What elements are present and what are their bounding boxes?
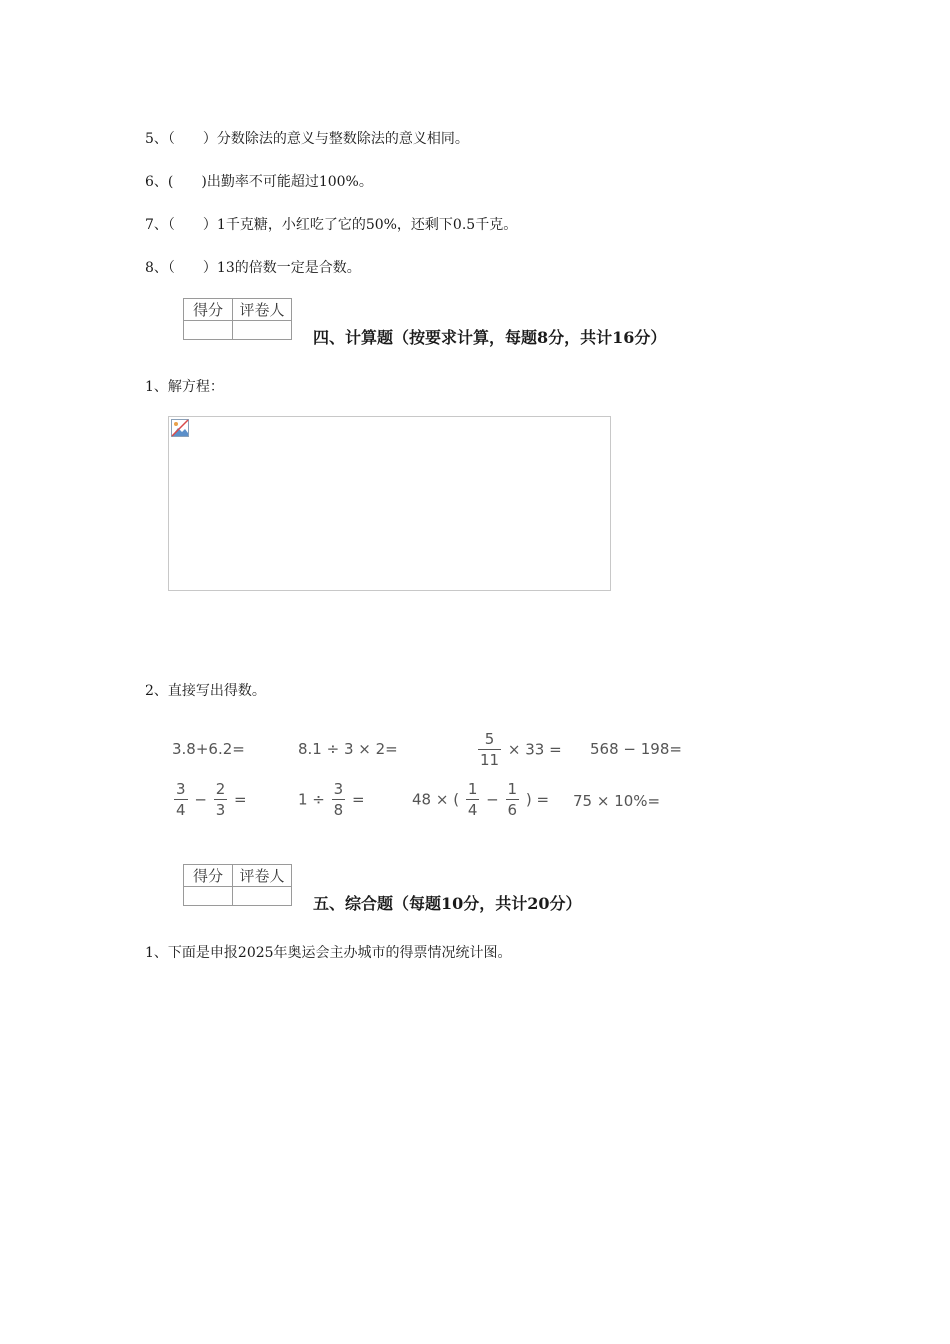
math-expr-1: 3.8+6.2=	[172, 740, 245, 758]
section-five-title: 五、综合题（每题10分，共计20分）	[313, 894, 582, 913]
judgment-question-6: 6、( )出勤率不可能超过100%。	[145, 174, 373, 190]
math-expr-6: 1 ÷ $\frac{3}{8}$ =	[298, 780, 365, 819]
equation-image-placeholder	[168, 416, 611, 591]
judgment-question-7: 7、（ ）1千克糖，小红吃了它的50%，还剩下0.5千克。	[145, 217, 518, 233]
section-four-title: 四、计算题（按要求计算，每题8分，共计16分）	[313, 328, 667, 347]
math-expr-5: $\frac{3}{4}$ − $\frac{2}{3}$ =	[176, 780, 247, 819]
broken-image-icon	[171, 419, 189, 437]
judgment-question-8: 8、（ ）13的倍数一定是合数。	[145, 260, 361, 276]
comprehensive-question-1: 1、下面是申报2025年奥运会主办城市的得票情况统计图。	[145, 945, 512, 961]
score-header: 得分	[184, 299, 233, 321]
math-expr-3: $\frac{5}{11}$ × 33 =	[480, 730, 562, 769]
fraction: $\frac{5}{11}$	[480, 730, 500, 769]
fraction: $\frac{2}{3}$	[215, 780, 226, 819]
calc-question-2: 2、直接写出得数。	[145, 683, 266, 699]
grader-cell	[233, 321, 292, 340]
fraction: $\frac{1}{4}$	[467, 780, 478, 819]
score-table	[183, 864, 292, 906]
fraction: $\frac{3}{4}$	[176, 780, 186, 819]
fraction: $\frac{1}{6}$	[507, 780, 518, 819]
math-expr-2: 8.1 ÷ 3 × 2=	[298, 740, 398, 758]
calc-question-1: 1、解方程：	[145, 379, 224, 395]
score-cell	[184, 321, 233, 340]
grader-header: 评卷人	[233, 299, 292, 321]
grader-cell	[233, 887, 292, 906]
math-expr-7: 48 × ( $\frac{1}{4}$ − $\frac{1}{6}$ ) =	[412, 780, 550, 819]
judgment-question-5: 5、（ ）分数除法的意义与整数除法的意义相同。	[145, 131, 469, 147]
score-cell	[184, 887, 233, 906]
score-header: 得分	[184, 865, 233, 887]
score-table	[183, 298, 292, 340]
fraction: $\frac{3}{8}$	[333, 780, 344, 819]
math-expr-4: 568 − 198=	[590, 740, 682, 758]
grader-header: 评卷人	[233, 865, 292, 887]
math-expr-8: 75 × 10%=	[573, 792, 661, 810]
